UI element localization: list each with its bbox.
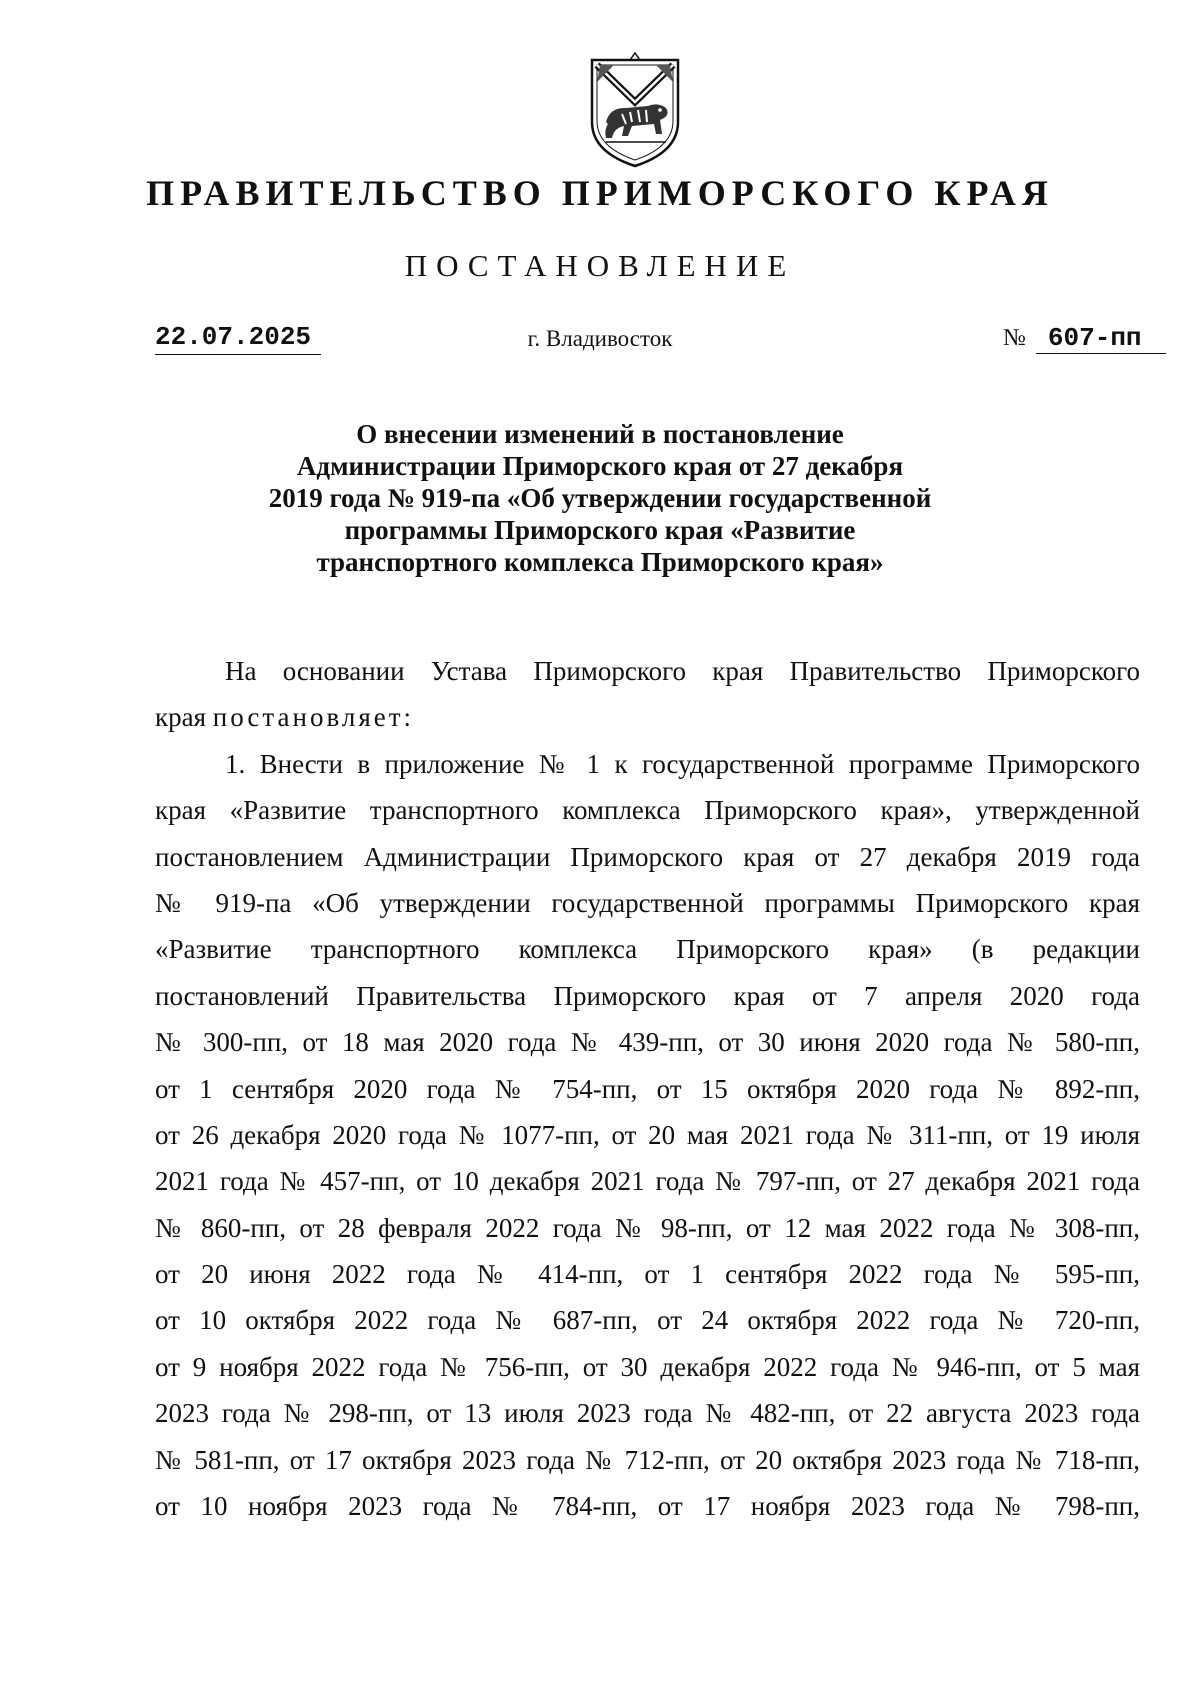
document-number bbox=[1003, 322, 1166, 354]
government-name: ПРАВИТЕЛЬСТВО ПРИМОРСКОГО КРАЯ bbox=[146, 173, 1054, 213]
body-line: от 10 октября 2022 года № 687-пп, от 24 октября 2022 года № 720-пп, bbox=[155, 1305, 1140, 1336]
subject-line: 2019 года № 919-па «Об утверждении государственной bbox=[268, 483, 932, 513]
body-line: от 10 ноября 2023 года № 784-пп, от 17 ноября 2023 года № 798-пп, bbox=[155, 1491, 1140, 1522]
subject-line: транспортного комплекса Приморского края» bbox=[316, 547, 884, 577]
subject-line: О внесении изменений в постановление bbox=[356, 419, 844, 449]
body-line: 2021 года № 457-пп, от 10 декабря 2021 года № 797-пп, от 27 декабря 2021 года bbox=[155, 1166, 1140, 1197]
body-line: № 300-пп, от 18 мая 2020 года № 439-пп, от 30 июня 2020 года № 580-пп, bbox=[155, 1027, 1140, 1058]
preamble-line bbox=[155, 694, 1140, 740]
body-line: от 26 декабря 2020 года № 1077-пп, от 20 мая 2021 года № 311-пп, от 19 июля bbox=[155, 1119, 1140, 1150]
body-line: от 20 июня 2022 года № 414-пп, от 1 сентября 2022 года № 595-пп, bbox=[155, 1259, 1140, 1290]
preamble-line: На основании Устава Приморского края Правительство Приморского bbox=[225, 656, 1140, 686]
resolves-word: постановляет: bbox=[212, 702, 415, 733]
document-date: 22.07.2025 bbox=[155, 322, 321, 355]
number-value: 607-пп bbox=[1036, 323, 1166, 354]
body-line: края «Развитие транспортного комплекса Приморского края», утвержденной bbox=[155, 795, 1140, 826]
body-line: № 919-па «Об утверждении государственной программы Приморского края bbox=[155, 887, 1140, 918]
document-subject bbox=[0, 418, 1200, 578]
body-line: постановлений Правительства Приморского края от 7 апреля 2020 года bbox=[155, 980, 1140, 1011]
document-type: ПОСТАНОВЛЕНИЕ bbox=[404, 248, 796, 283]
body-line: № 581-пп, от 17 октября 2023 года № 712-пп, от 20 октября 2023 года № 718-пп, bbox=[155, 1444, 1140, 1475]
body-line: «Развитие транспортного комплекса Приморского края» (в редакции bbox=[155, 934, 1140, 965]
body-line: постановлением Администрации Приморского края от 27 декабря 2019 года bbox=[155, 841, 1140, 872]
body-line: от 1 сентября 2020 года № 754-пп, от 15 октября 2020 года № 892-пп, bbox=[155, 1073, 1140, 1104]
body-line: от 9 ноября 2022 года № 756-пп, от 30 декабря 2022 года № 946-пп, от 5 мая bbox=[155, 1351, 1140, 1382]
document-body bbox=[155, 648, 1140, 1529]
number-sign: № bbox=[1003, 325, 1026, 351]
document-city: г. Владивосток bbox=[527, 326, 673, 351]
body-line: 1. Внести в приложение № 1 к государственной программе Приморского bbox=[225, 748, 1140, 779]
subject-line: Администрации Приморского края от 27 декабря bbox=[296, 451, 904, 481]
preamble-text: края bbox=[155, 702, 213, 733]
body-line: № 860-пп, от 28 февраля 2022 года № 98-пп, от 12 мая 2022 года № 308-пп, bbox=[155, 1212, 1140, 1243]
body-line: 2023 года № 298-пп, от 13 июля 2023 года № 482-пп, от 22 августа 2023 года bbox=[155, 1398, 1140, 1429]
subject-line: программы Приморского края «Развитие bbox=[344, 515, 856, 545]
primorsky-coat-of-arms-icon bbox=[586, 52, 684, 170]
